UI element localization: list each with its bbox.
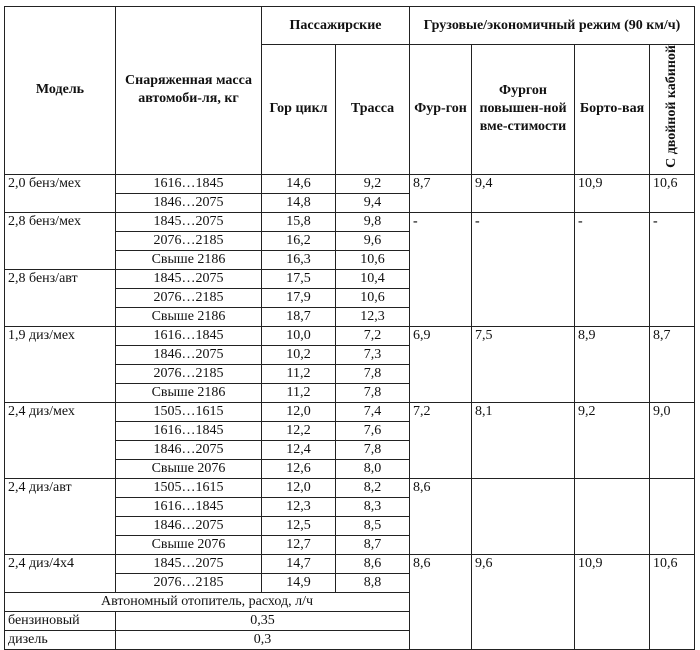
highway-cell: 7,3 [336,345,410,364]
header-model: Модель [5,7,116,175]
cargo-flatbed-cell: 10,9 [575,174,650,212]
table-row [5,326,695,345]
highway-cell: 7,6 [336,421,410,440]
mass-cell: Свыше 2076 [116,535,262,554]
mass-cell: Свыше 2186 [116,250,262,269]
cargo-double-cab-cell: 9,0 [650,402,695,478]
cargo-van-cell: 6,9 [410,326,472,402]
city-cell: 17,9 [262,288,336,307]
heater-label: дизель [5,630,116,649]
highway-cell: 7,8 [336,440,410,459]
highway-cell: 9,2 [336,174,410,193]
cargo-van-high-cell: - [472,212,575,326]
model-cell: 2,8 бенз/мех [5,212,116,269]
cargo-van-high-cell: 9,6 [472,554,575,649]
highway-cell: 10,4 [336,269,410,288]
cargo-van-high-cell: 9,4 [472,174,575,212]
city-cell: 11,2 [262,383,336,402]
table-row [5,402,695,421]
mass-cell: 1845…2075 [116,554,262,573]
city-cell: 18,7 [262,307,336,326]
heater-value: 0,35 [116,611,410,630]
highway-cell: 7,4 [336,402,410,421]
model-cell: 2,4 диз/авт [5,478,116,554]
mass-cell: 1616…1845 [116,174,262,193]
highway-cell: 9,8 [336,212,410,231]
mass-cell: 1846…2075 [116,516,262,535]
highway-cell: 8,6 [336,554,410,573]
header-double-cab-label: С двойной кабиной [664,45,679,168]
header-van: Фур-гон [410,45,472,175]
mass-cell: 1845…2075 [116,269,262,288]
highway-cell: 8,0 [336,459,410,478]
mass-cell: 1505…1615 [116,402,262,421]
city-cell: 12,6 [262,459,336,478]
cargo-double-cab-cell: - [650,212,695,326]
header-passenger: Пассажирские [262,7,410,45]
mass-cell: 2076…2185 [116,288,262,307]
table-row [5,554,695,573]
highway-cell: 12,3 [336,307,410,326]
mass-cell: 1616…1845 [116,326,262,345]
table-row [5,478,695,497]
mass-cell: 1616…1845 [116,421,262,440]
table-body [5,174,695,649]
header-cargo: Грузовые/экономичный режим (90 км/ч) [410,7,695,45]
mass-cell: 1616…1845 [116,497,262,516]
highway-cell: 10,6 [336,250,410,269]
header-van-high: Фургон повышен-ной вме-стимости [472,45,575,175]
heater-value: 0,3 [116,630,410,649]
city-cell: 12,0 [262,402,336,421]
city-cell: 12,5 [262,516,336,535]
city-cell: 14,9 [262,573,336,592]
cargo-van-cell: 7,2 [410,402,472,478]
city-cell: 12,7 [262,535,336,554]
city-cell: 10,2 [262,345,336,364]
mass-cell: Свыше 2186 [116,383,262,402]
cargo-van-high-cell: 8,1 [472,402,575,478]
city-cell: 10,0 [262,326,336,345]
city-cell: 12,0 [262,478,336,497]
header-flatbed: Борто-вая [575,45,650,175]
header-highway: Трасса [336,45,410,175]
highway-cell: 8,5 [336,516,410,535]
city-cell: 16,2 [262,231,336,250]
city-cell: 11,2 [262,364,336,383]
mass-cell: 1846…2075 [116,193,262,212]
cargo-double-cab-cell: 8,7 [650,326,695,402]
cargo-double-cab-cell: 10,6 [650,554,695,649]
city-cell: 14,6 [262,174,336,193]
cargo-van-cell: 8,6 [410,554,472,649]
model-cell: 1,9 диз/мех [5,326,116,402]
mass-cell: Свыше 2186 [116,307,262,326]
highway-cell: 10,6 [336,288,410,307]
city-cell: 16,3 [262,250,336,269]
model-cell: 2,0 бенз/мех [5,174,116,212]
cargo-flatbed-cell: - [575,212,650,326]
model-cell: 2,4 диз/4x4 [5,554,116,592]
city-cell: 14,7 [262,554,336,573]
highway-cell: 9,6 [336,231,410,250]
highway-cell: 8,2 [336,478,410,497]
city-cell: 12,4 [262,440,336,459]
highway-cell: 8,7 [336,535,410,554]
city-cell: 17,5 [262,269,336,288]
cargo-double-cab-cell [650,478,695,554]
mass-cell: 1505…1615 [116,478,262,497]
mass-cell: 2076…2185 [116,364,262,383]
heater-label: бензиновый [5,611,116,630]
city-cell: 15,8 [262,212,336,231]
cargo-van-cell: 8,6 [410,478,472,554]
cargo-double-cab-cell: 10,6 [650,174,695,212]
mass-cell: 1846…2075 [116,345,262,364]
highway-cell: 7,8 [336,383,410,402]
highway-cell: 9,4 [336,193,410,212]
mass-cell: Свыше 2076 [116,459,262,478]
cargo-flatbed-cell: 9,2 [575,402,650,478]
cargo-van-cell: - [410,212,472,326]
highway-cell: 8,3 [336,497,410,516]
mass-cell: 2076…2185 [116,573,262,592]
city-cell: 12,2 [262,421,336,440]
cargo-van-high-cell: 7,5 [472,326,575,402]
mass-cell: 2076…2185 [116,231,262,250]
cargo-van-cell: 8,7 [410,174,472,212]
table-row [5,174,695,193]
header-mass: Снаряженная масса автомоби-ля, кг [116,7,262,175]
cargo-flatbed-cell: 10,9 [575,554,650,649]
model-cell: 2,4 диз/мех [5,402,116,478]
cargo-flatbed-cell: 8,9 [575,326,650,402]
mass-cell: 1846…2075 [116,440,262,459]
highway-cell: 8,8 [336,573,410,592]
fuel-consumption-table [4,6,695,650]
highway-cell: 7,8 [336,364,410,383]
header-double-cab [650,45,695,175]
cargo-flatbed-cell [575,478,650,554]
city-cell: 14,8 [262,193,336,212]
mass-cell: 1845…2075 [116,212,262,231]
cargo-van-high-cell [472,478,575,554]
heater-title: Автономный отопитель, расход, л/ч [5,592,410,611]
highway-cell: 7,2 [336,326,410,345]
city-cell: 12,3 [262,497,336,516]
header-city: Гор цикл [262,45,336,175]
model-cell: 2,8 бенз/авт [5,269,116,326]
table-row [5,212,695,231]
